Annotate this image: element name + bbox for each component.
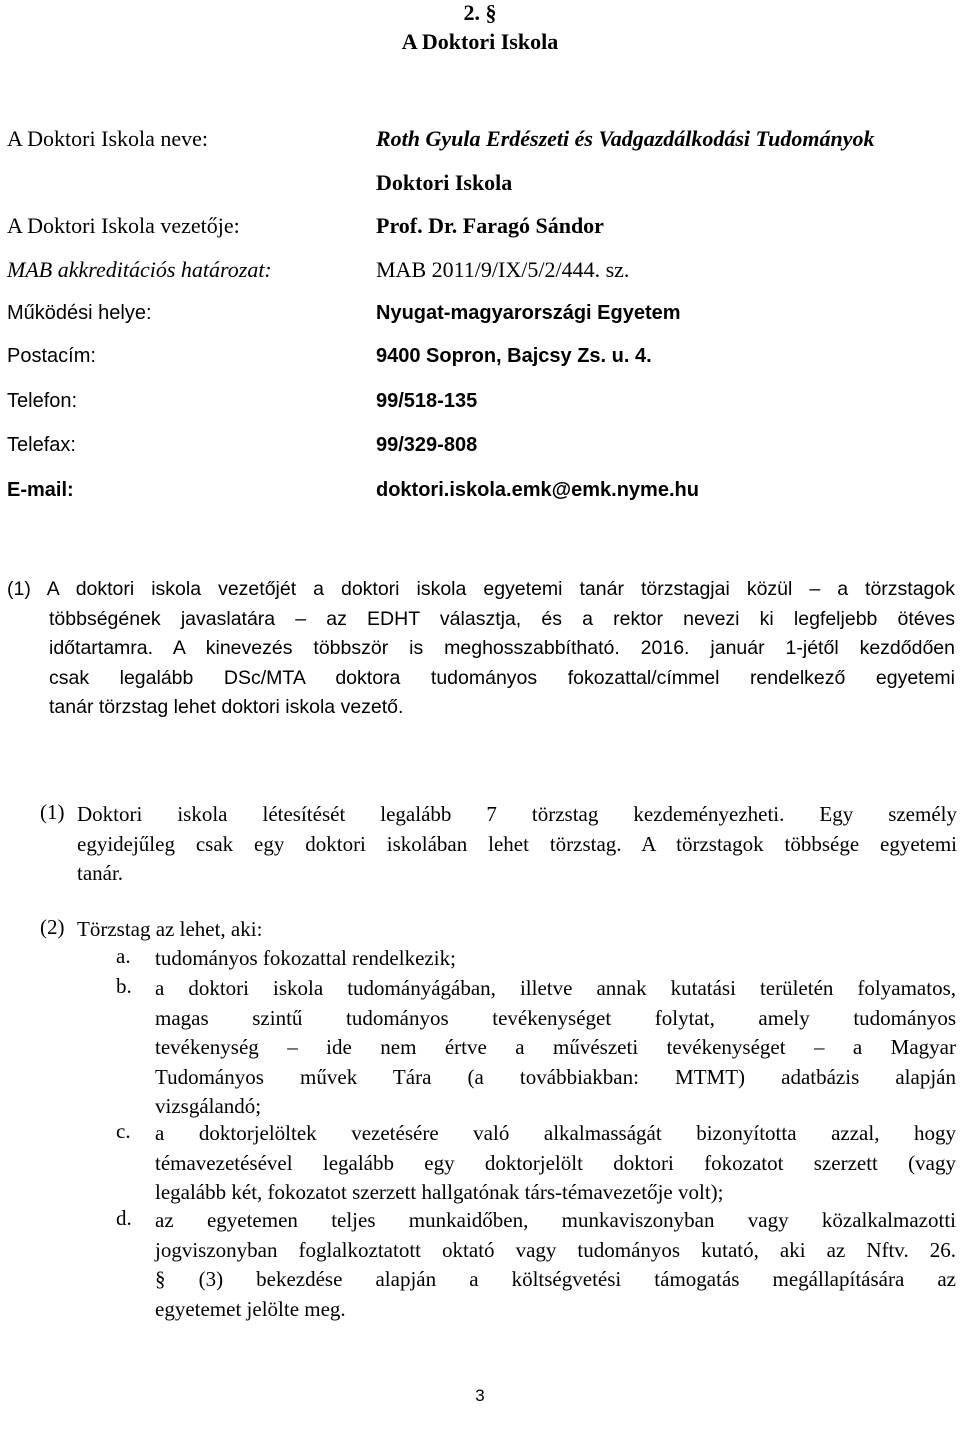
sub-item-line: legalább két, fokozatot szerzett hallgatónak társ-témavezetője volt); <box>155 1180 724 1204</box>
sub-item-b <box>116 974 956 1122</box>
info-row-name-cont <box>7 170 955 200</box>
item-line: tanár. <box>77 861 124 885</box>
item-line: egyidejűleg csak egy doktori iskolában lehet törzstag. A törzstagok többsége egyetemi <box>77 831 957 856</box>
item-marker: (2) <box>40 915 65 939</box>
accreditation-label: MAB akkreditációs határozat: <box>7 257 272 282</box>
email-value[interactable]: doktori.iskola.emk@emk.nyme.hu <box>376 479 699 501</box>
sub-item-body <box>155 1119 956 1208</box>
sub-item-d <box>116 1206 956 1326</box>
location-value: Nyugat-magyarországi Egyetem <box>376 302 681 324</box>
info-row-name <box>7 126 955 156</box>
sub-item-marker: d. <box>116 1206 132 1230</box>
info-row-postal <box>7 345 955 375</box>
sub-item-line: a doktorjelöltek vezetésére való alkalmasságát bizonyította azzal, hogy <box>155 1121 956 1145</box>
sub-item-marker: a. <box>116 944 131 968</box>
fax-label: Telefax: <box>7 434 76 456</box>
sub-item-a <box>116 944 956 974</box>
sub-item-marker: c. <box>116 1119 131 1143</box>
paragraph-line: tanár törzstag lehet doktori iskola vezető. <box>49 696 404 718</box>
sub-item-line: § (3) bekezdése alapján a költségvetési támogatás megállapítására az <box>155 1267 956 1291</box>
page-number: 3 <box>475 1386 485 1405</box>
fax-value: 99/329-808 <box>376 434 478 456</box>
info-row-location <box>7 302 955 332</box>
sub-item-line: tudományos fokozattal rendelkezik; <box>155 946 456 970</box>
name-value-cont: Doktori Iskola <box>376 170 513 195</box>
phone-value: 99/518-135 <box>376 390 478 412</box>
name-value: Roth Gyula Erdészeti és Vadgazdálkodási Tudományok <box>376 126 875 151</box>
phone-label: Telefon: <box>7 390 78 412</box>
name-label: A Doktori Iskola neve: <box>7 126 209 151</box>
item-core-member <box>40 915 957 945</box>
sub-item-body <box>155 1206 956 1324</box>
sub-item-line: magas szintű tudományos tevékenységet folytat, amely tudományos <box>155 1005 956 1030</box>
item-marker: (1) <box>40 800 65 824</box>
paragraph-line: (1) A doktori iskola vezetőjét a doktori iskola egyetemi tanár törzstagjai közül – a törzstagok <box>7 578 955 600</box>
paragraph-line: többségének javaslatára – az EDHT választja, és a rektor nevezi ki legfeljebb ötéves <box>49 607 955 630</box>
paragraph-line: csak legalább DSc/MTA doktora tudományos fokozattal/címmel rendelkező egyetemi <box>49 666 955 689</box>
info-row-accreditation <box>7 257 955 287</box>
sub-item-marker: b. <box>116 974 132 998</box>
paragraph-line: időtartamra. A kinevezés többször is meghosszabbítható. 2016. január 1-jétől kezdődően <box>49 637 955 659</box>
section-number: 2. § <box>463 0 497 25</box>
sub-item-c <box>116 1119 956 1209</box>
page-title: A Doktori Iskola <box>401 29 559 54</box>
sub-item-line: a doktori iskola tudományágában, illetve annak kutatási területén folyamatos, <box>155 976 956 1000</box>
info-row-email <box>7 479 955 509</box>
leader-label: A Doktori Iskola vezetője: <box>7 213 240 238</box>
sub-item-line: az egyetemen teljes munkaidőben, munkaviszonyban vagy közalkalmazotti <box>155 1208 956 1232</box>
sub-item-line: egyetemet jelölte meg. <box>155 1296 346 1321</box>
info-row-leader <box>7 213 955 243</box>
sub-item-body <box>155 944 956 974</box>
email-label: E-mail: <box>7 479 74 501</box>
item-line: Törzstag az lehet, aki: <box>77 917 263 941</box>
sub-item-line: tevékenység – ide nem értve a művészeti tevékenységet – a Magyar <box>155 1035 956 1059</box>
postal-label: Postacím: <box>7 345 96 367</box>
sub-item-line: témavezetésével legalább egy doktorjelölt doktori fokozatot szerzett (vagy <box>155 1150 956 1175</box>
info-row-phone <box>7 390 955 420</box>
sub-item-line: jogviszonyban foglalkoztatott oktató vagy tudományos kutató, aki az Nftv. 26. <box>155 1237 956 1262</box>
info-row-fax <box>7 434 955 464</box>
item-founding <box>40 800 957 890</box>
sub-item-line: Tudományos művek Tára (a továbbiakban: MTMT) adatbázis alapján <box>155 1064 956 1089</box>
sub-item-body <box>155 974 956 1122</box>
paragraph-leader-appointment <box>7 575 955 723</box>
accreditation-value: MAB 2011/9/IX/5/2/444. sz. <box>376 257 630 282</box>
leader-value: Prof. Dr. Faragó Sándor <box>376 213 604 238</box>
sub-item-line: vizsgálandó; <box>155 1094 262 1118</box>
item-body <box>77 915 957 945</box>
item-line: Doktori iskola létesítését legalább 7 törzstag kezdeményezheti. Egy személy <box>77 802 957 826</box>
location-label: Működési helye: <box>7 302 152 324</box>
postal-value: 9400 Sopron, Bajcsy Zs. u. 4. <box>376 345 652 367</box>
item-body <box>77 800 957 889</box>
